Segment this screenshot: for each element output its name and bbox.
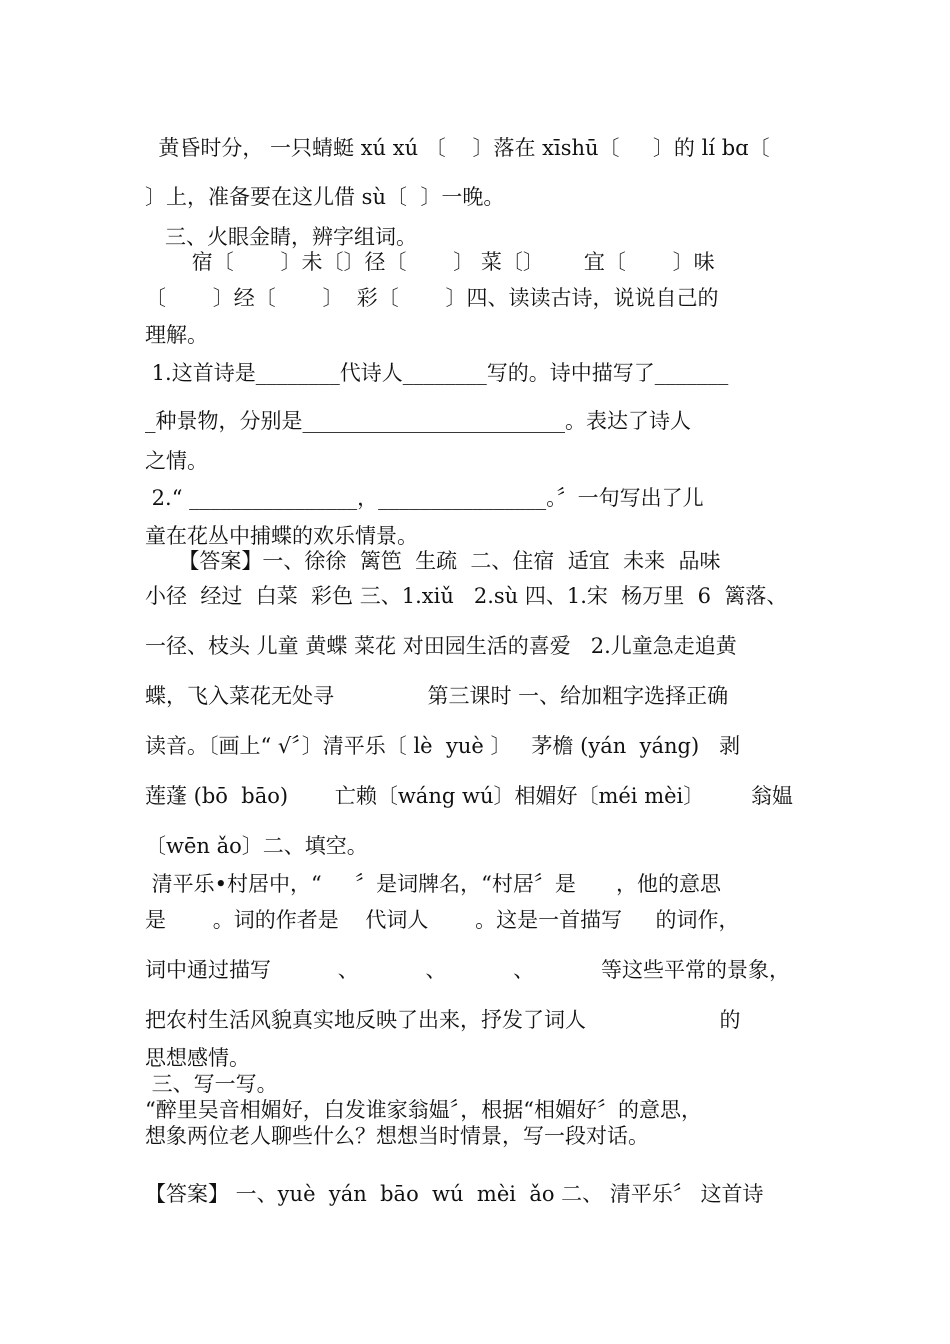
text-line: 词中通过描写 、 、 、 等这些平常的景象，: [145, 958, 791, 982]
text-line: 读音。〔画上“ √〞〕清平乐〔 lè yuè 〕 茅檐 (yán yáng) 剥: [145, 734, 741, 758]
text-line: 理解。: [145, 323, 208, 347]
text-line: 2.“ ________________，________________。〞一句写出了儿: [145, 486, 704, 510]
text-line: 清平乐•村居中，“ 〞是词牌名，“村居〞是 ，他的意思: [145, 872, 721, 896]
text-line: 之情。: [145, 449, 208, 473]
answer-line: 【答案】一、徐徐 篱笆 生疏 二、住宿 适宜 未来 品味: [145, 549, 721, 573]
text-line: 〔 〕经〔 〕 彩〔 〕四、读读古诗，说说自己的: [145, 286, 719, 310]
text-line: 莲蓬 (bō bāo) 亡赖〔wáng wú〕相媚好〔méi mèi〕 翁媪: [145, 784, 793, 808]
text-line: 童在花丛中捕蝶的欢乐情景。: [145, 524, 418, 548]
text-line: _种景物，分别是_________________________。表达了诗人: [145, 409, 691, 433]
answer-line: 小径 经过 白菜 彩色 三、1.xiǔ 2.sù 四、1.宋 杨万里 6 篱落、: [145, 584, 788, 608]
text-line: 蝶，飞入菜花无处寻 第三课时 一、给加粗字选择正确: [145, 684, 729, 708]
answer-line: 一径、枝头 儿童 黄蝶 菜花 对田园生活的喜爱 2.儿童急走追黄: [145, 634, 737, 658]
text-line: 是 。词的作者是 代词人 。这是一首描写 的词作，: [145, 908, 740, 932]
text-line: 〔wēn ǎo〕二、填空。: [145, 834, 368, 858]
text-line: “醉里吴音相媚好，白发谁家翁媪〞，根据“相媚好〞的意思，: [145, 1098, 702, 1122]
text-line: 想象两位老人聊些什么？想想当时情景，写一段对话。: [145, 1124, 649, 1148]
text-line: 〕上，准备要在这儿借 sù〔 〕一晚。: [145, 185, 505, 209]
text-line: 1.这首诗是________代诗人________写的。诗中描写了_______: [145, 361, 729, 385]
text-line: 三、火眼金睛，辨字组词。: [145, 225, 418, 249]
text-line: 黄昏时分， 一只蜻蜓 xú xú 〔 〕落在 xīshū〔 〕的 lí bɑ〔: [145, 136, 770, 160]
text-line: 把农村生活风貌真实地反映了出来，抒发了词人 的: [145, 1008, 741, 1032]
answer-line: 【答案】 一、yuè yán bāo wú mèi ǎo 二、 清平乐〞 这首诗: [145, 1182, 764, 1206]
text-line: 思想感情。: [145, 1046, 250, 1070]
text-line: 宿〔 〕未〔〕径〔 〕 菜〔〕 宜〔 〕味: [145, 250, 715, 274]
section-heading: 三、写一写。: [145, 1072, 278, 1096]
